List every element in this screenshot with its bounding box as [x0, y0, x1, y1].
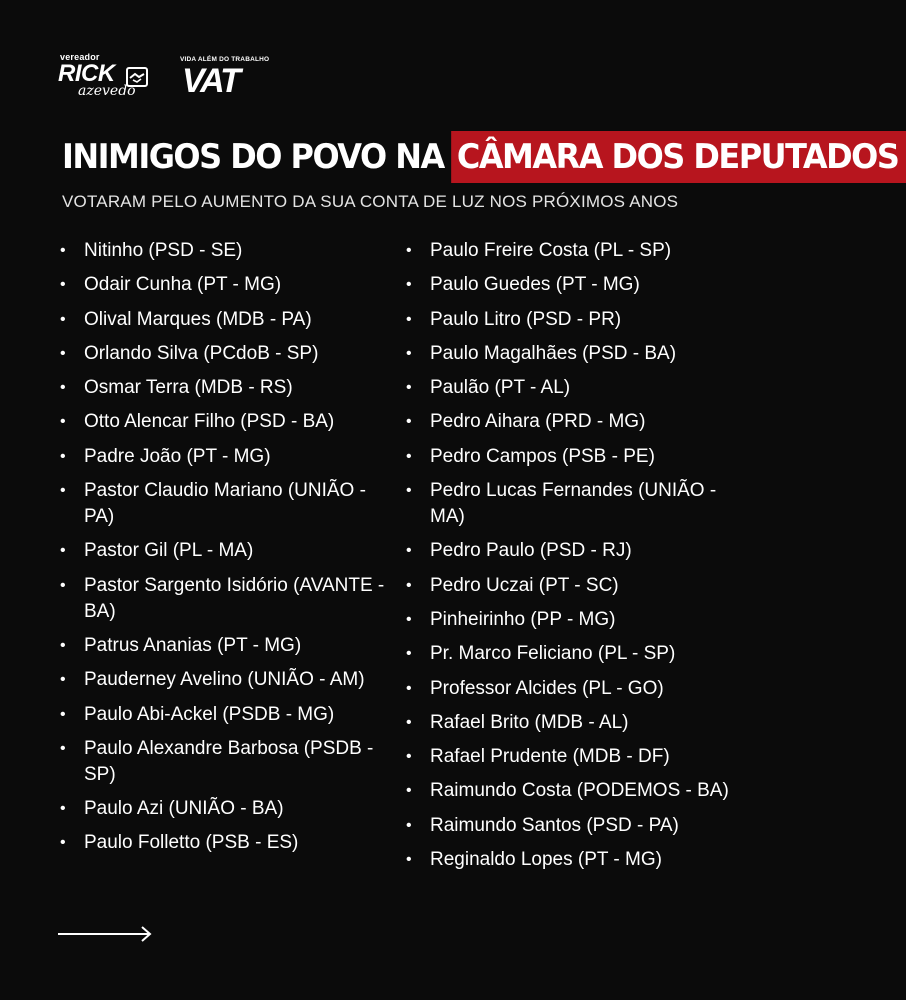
bullet-icon: •	[60, 482, 66, 500]
title-highlight: CÂMARA DOS DEPUTADOS	[451, 131, 906, 183]
deputy-name: Paulo Guedes (PT - MG)	[430, 274, 640, 296]
deputy-name: Pinheirinho (PP - MG)	[430, 608, 616, 630]
list-item	[406, 676, 751, 702]
deputies-list-left	[60, 238, 395, 865]
list-item	[406, 573, 751, 599]
list-item	[406, 710, 751, 736]
bullet-icon: •	[406, 816, 412, 834]
deputy-name: Pedro Uczai (PT - SC)	[430, 574, 619, 596]
page-title	[62, 127, 906, 187]
list-item	[60, 272, 395, 298]
list-item	[406, 847, 751, 873]
bullet-icon: •	[60, 447, 66, 465]
deputy-name: Raimundo Santos (PSD - PA)	[430, 814, 679, 836]
deputy-name: Otto Alencar Filho (PSD - BA)	[84, 411, 335, 433]
list-item	[60, 375, 395, 401]
list-item	[406, 813, 751, 839]
deputy-name: Paulo Litro (PSD - PR)	[430, 308, 622, 330]
deputy-name: Rafael Brito (MDB - AL)	[430, 711, 629, 733]
bullet-icon: •	[60, 576, 66, 594]
deputy-name: Osmar Terra (MDB - RS)	[84, 377, 293, 399]
deputy-name: Raimundo Costa (PODEMOS - BA)	[430, 780, 729, 802]
bullet-icon: •	[406, 276, 412, 294]
deputy-name: Pedro Lucas Fernandes (UNIÃO - MA)	[430, 480, 717, 528]
deputy-name: Nitinho (PSD - SE)	[84, 240, 243, 261]
deputy-name: Paulo Alexandre Barbosa (PSDB - SP)	[84, 737, 374, 785]
bullet-icon: •	[60, 379, 66, 397]
deputy-name: Paulão (PT - AL)	[430, 377, 571, 399]
logos	[58, 52, 270, 102]
list-item	[60, 444, 395, 470]
title-plain: INIMIGOS DO POVO NA	[62, 137, 444, 177]
vat-logo-name: VAT	[182, 62, 239, 100]
bullet-icon: •	[60, 413, 66, 431]
bullet-icon: •	[406, 447, 412, 465]
bullet-icon: •	[60, 739, 66, 757]
list-item	[406, 307, 751, 333]
bullet-icon: •	[406, 679, 412, 697]
bullet-icon: •	[406, 748, 412, 766]
list-item	[406, 375, 751, 401]
bullet-icon: •	[60, 636, 66, 654]
list-item	[406, 341, 751, 367]
deputy-name: Paulo Azi (UNIÃO - BA)	[84, 798, 284, 820]
rick-logo-surname: azevedo	[78, 83, 136, 99]
list-item	[60, 409, 395, 435]
bullet-icon: •	[60, 671, 66, 689]
deputy-name: Pastor Claudio Mariano (UNIÃO - PA)	[84, 480, 366, 528]
deputy-name: Padre João (PT - MG)	[84, 445, 271, 467]
list-item	[60, 633, 395, 659]
arrow-right-icon[interactable]	[58, 924, 154, 944]
deputy-name: Professor Alcides (PL - GO)	[430, 677, 664, 699]
deputy-name: Paulo Magalhães (PSD - BA)	[430, 342, 677, 364]
list-item	[406, 238, 751, 264]
deputy-name: Pr. Marco Feliciano (PL - SP)	[430, 643, 676, 665]
bullet-icon: •	[406, 610, 412, 628]
list-item	[60, 307, 395, 333]
bullet-icon: •	[406, 782, 412, 800]
bullet-icon: •	[406, 310, 412, 328]
bullet-icon: •	[406, 851, 412, 869]
bullet-icon: •	[406, 713, 412, 731]
deputy-name: Odair Cunha (PT - MG)	[84, 274, 282, 296]
deputy-name: Pauderney Avelino (UNIÃO - AM)	[84, 669, 365, 691]
rick-logo-name: RICK	[58, 60, 115, 87]
bullet-icon: •	[406, 344, 412, 362]
vat-logo	[180, 52, 270, 102]
list-item	[60, 702, 395, 728]
list-item	[406, 444, 751, 470]
bullet-icon: •	[406, 482, 412, 500]
list-item	[60, 478, 395, 530]
deputy-name: Pastor Gil (PL - MA)	[84, 540, 254, 562]
list-item	[60, 573, 395, 625]
list-item	[60, 830, 395, 856]
deputy-name: Paulo Abi-Ackel (PSDB - MG)	[84, 703, 335, 725]
bullet-icon: •	[60, 800, 66, 818]
bullet-icon: •	[60, 276, 66, 294]
deputy-name: Reginaldo Lopes (PT - MG)	[430, 849, 662, 871]
deputy-name: Paulo Freire Costa (PL - SP)	[430, 240, 672, 261]
bullet-icon: •	[406, 542, 412, 560]
list-item	[406, 744, 751, 770]
bullet-icon: •	[406, 413, 412, 431]
list-item	[60, 341, 395, 367]
vat-logo-tagline: VIDA ALÉM DO TRABALHO	[180, 56, 270, 63]
list-item	[60, 667, 395, 693]
bullet-icon: •	[60, 344, 66, 362]
deputy-name: Pedro Paulo (PSD - RJ)	[430, 540, 632, 562]
list-item	[406, 409, 751, 435]
deputy-name: Pedro Campos (PSB - PE)	[430, 445, 655, 467]
list-item	[406, 778, 751, 804]
list-item	[60, 538, 395, 564]
deputy-name: Patrus Ananias (PT - MG)	[84, 634, 302, 656]
list-item	[406, 607, 751, 633]
list-item	[60, 736, 395, 788]
bullet-icon: •	[60, 705, 66, 723]
deputy-name: Pastor Sargento Isidório (AVANTE - BA)	[84, 574, 385, 622]
deputy-name: Olival Marques (MDB - PA)	[84, 308, 312, 330]
deputy-name: Rafael Prudente (MDB - DF)	[430, 746, 670, 768]
bullet-icon: •	[406, 576, 412, 594]
list-item	[406, 538, 751, 564]
handshake-icon	[126, 66, 148, 88]
page-subtitle: VOTARAM PELO AUMENTO DA SUA CONTA DE LUZ NOS PRÓXIMOS ANOS	[62, 192, 679, 211]
list-item	[60, 796, 395, 822]
bullet-icon: •	[406, 645, 412, 663]
bullet-icon: •	[60, 834, 66, 852]
rick-azevedo-logo	[58, 52, 158, 102]
list-item	[406, 641, 751, 667]
rick-logo-vereador: vereador	[60, 52, 100, 62]
bullet-icon: •	[60, 310, 66, 328]
bullet-icon: •	[60, 242, 66, 259]
bullet-icon: •	[406, 379, 412, 397]
list-item	[406, 272, 751, 298]
bullet-icon: •	[60, 542, 66, 560]
deputy-name: Pedro Aihara (PRD - MG)	[430, 411, 646, 433]
deputies-list-right	[406, 238, 751, 881]
list-item	[60, 238, 395, 264]
list-item	[406, 478, 751, 530]
deputy-name: Orlando Silva (PCdoB - SP)	[84, 342, 319, 364]
deputy-name: Paulo Folletto (PSB - ES)	[84, 832, 299, 854]
bullet-icon: •	[406, 242, 412, 259]
